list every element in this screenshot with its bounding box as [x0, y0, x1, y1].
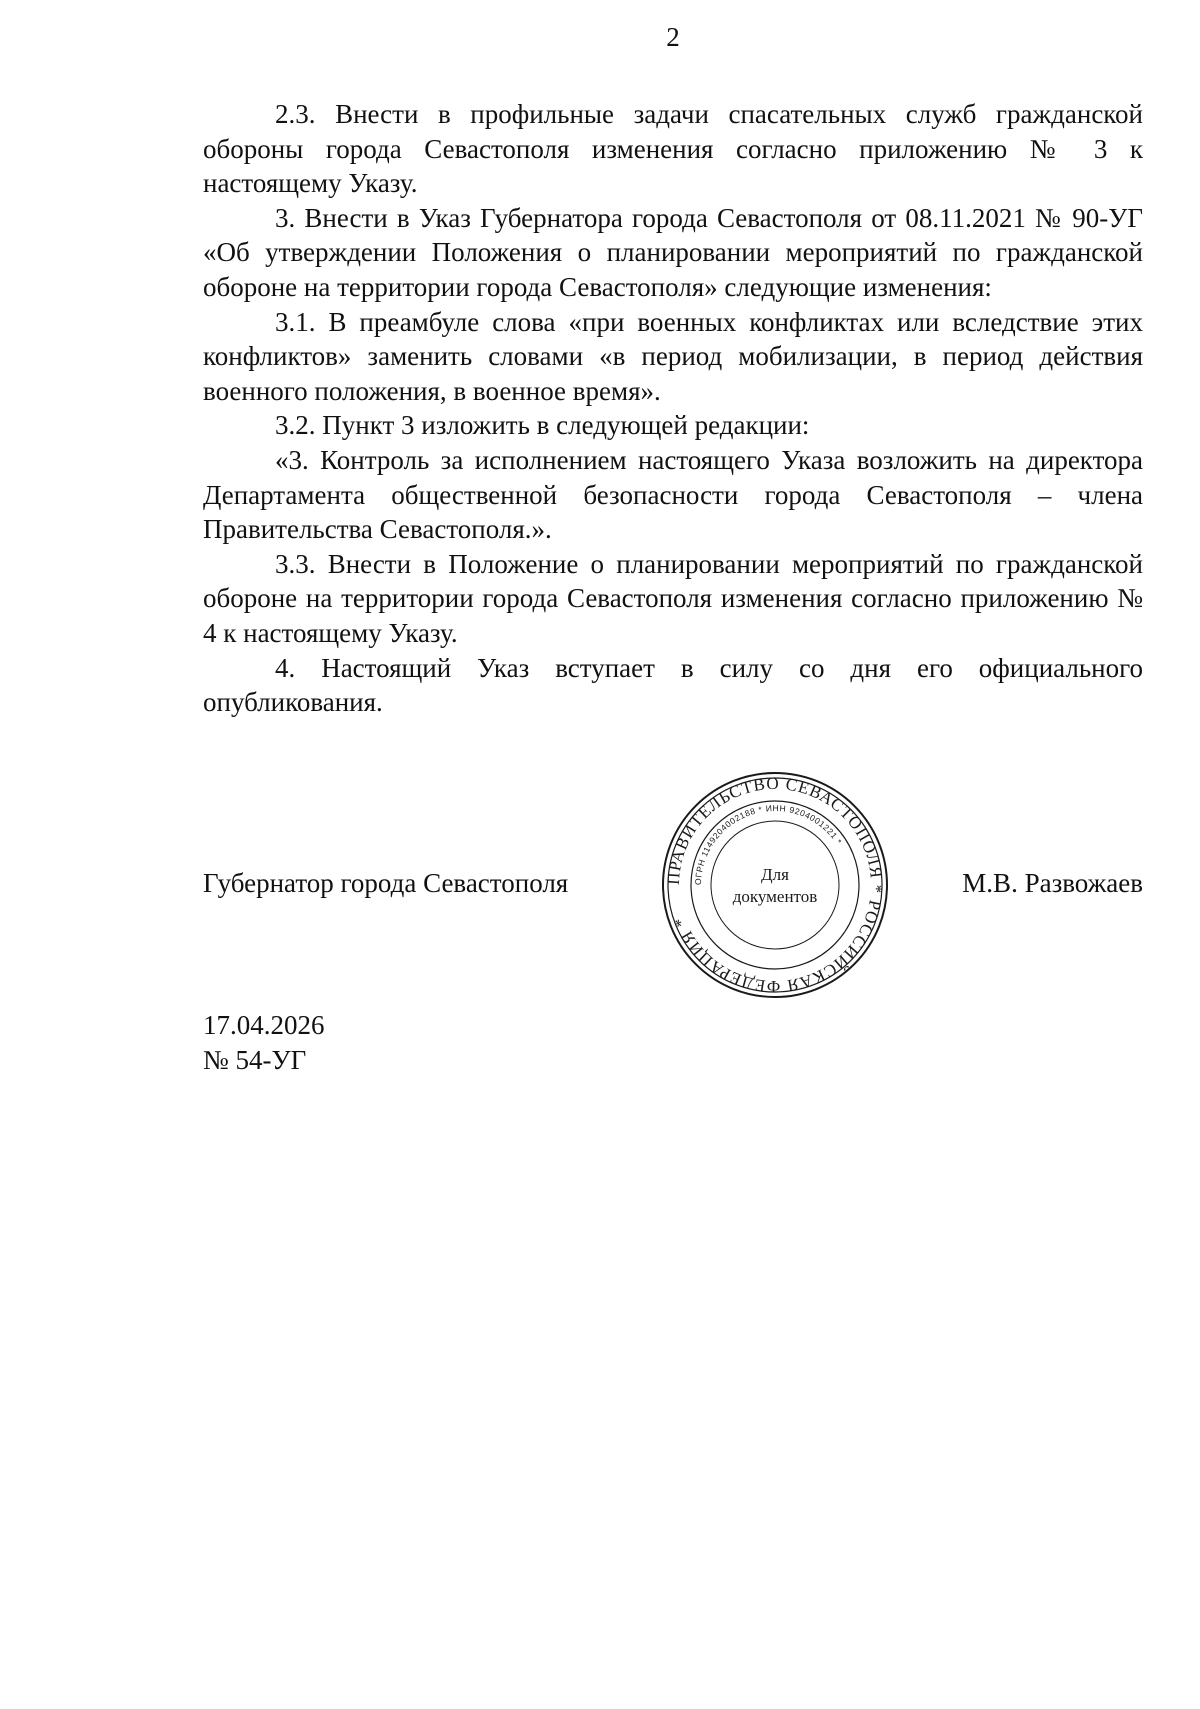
paragraph-3-1: 3.1. В преамбуле слова «при военных конфликтах или вследствие этих конфликтов» заменить словами «в период мобилизации, в период действия военного положения, в военное время».	[203, 306, 1143, 406]
paragraph-2-3: 2.3. Внести в профильные задачи спасательных служб гражданской обороны города Севастополя изменения согласно приложению № 3 к настоящему Указу.	[203, 99, 1143, 199]
official-seal-icon	[660, 770, 890, 1000]
signatory-title: Губернатор города Севастополя	[203, 868, 569, 898]
page-number: 2	[666, 22, 680, 52]
paragraph-3-2-quote: «3. Контроль за исполнением настоящего Указа возложить на директора Департамента общественной безопасности города Севастополя – члена Правительства Севастополя.».	[203, 444, 1143, 545]
document-number: № 54-УГ	[203, 1045, 307, 1075]
seal-center-line1: Для	[761, 865, 789, 884]
seal-inner-text: ОГРН 1149204002188 * ИНН 9204001221 *	[692, 802, 845, 886]
seal-center-line2: документов	[732, 887, 818, 906]
paragraph-3-2: 3.2. Пункт 3 изложить в следующей редакции:	[275, 410, 810, 441]
paragraph-3-3: 3.3. Внести в Положение о планировании мероприятий по гражданской обороне на территории города Севастополя изменения согласно приложению № 4 к настоящему Указу.	[203, 548, 1143, 648]
paragraph-3: 3. Внести в Указ Губернатора города Севастополя от 08.11.2021 № 90-УГ «Об утверждении Положения о планировании мероприятий по гражданской обороне на территории города Севастополя» следующие изменения:	[203, 202, 1143, 302]
document-date: 17.04.2026	[203, 1010, 325, 1040]
document-registration	[203, 1008, 325, 1078]
paragraph-4: 4. Настоящий Указ вступает в силу со дня его официального опубликования.	[203, 652, 1143, 718]
document-body	[203, 97, 1143, 720]
seal-outer-text: ПРАВИТЕЛЬСТВО СЕВАСТОПОЛЯ * РОССИЙСКАЯ ФЕДЕРАЦИЯ *	[663, 773, 887, 997]
signatory-name: М.В. Развожаев	[962, 868, 1143, 898]
